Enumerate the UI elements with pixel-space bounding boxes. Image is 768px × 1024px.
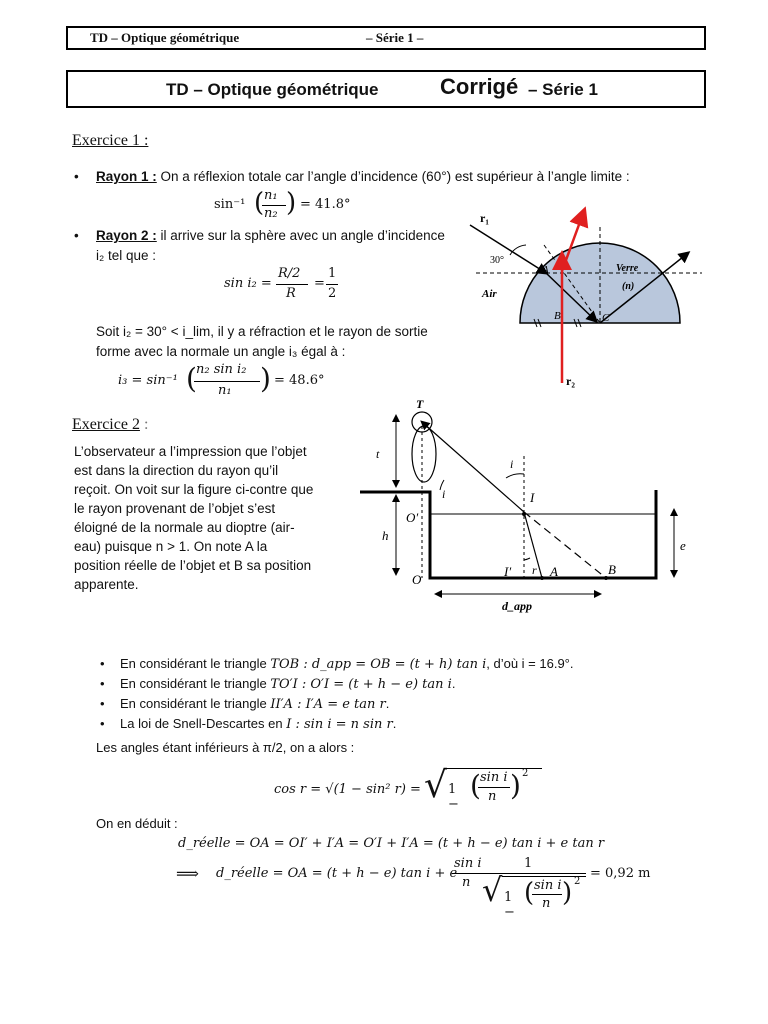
formula-i3-den: n₁ bbox=[218, 383, 232, 398]
ray-to-eye bbox=[422, 422, 524, 512]
header-left: TD – Optique géométrique bbox=[90, 30, 240, 45]
formula-cos-den: n bbox=[488, 789, 497, 804]
formula-r2-sin: sin i₂ = bbox=[224, 276, 272, 291]
list-item: • La loi de Snell-Descartes en I : sin i = n sin r. bbox=[100, 716, 397, 732]
label-I-prime: I′ bbox=[504, 564, 512, 579]
formula-d-reelle-1: d_réelle = OA = OI′ + I′A = O′I + I′A = (t + h − e) tan i + e tan r bbox=[178, 836, 605, 851]
observer-body bbox=[412, 426, 436, 482]
triangle-list bbox=[100, 656, 700, 736]
label-dapp: d_app bbox=[502, 599, 532, 613]
ex2-line: position réelle de l’objet et B sa position bbox=[74, 558, 312, 573]
rayon2-text: il arrive sur la sphère avec un angle d’incidence bbox=[160, 228, 445, 243]
deduit-text: On en déduit : bbox=[96, 816, 178, 831]
formula-cos-lhs: cos r = √(1 − sin² r) = bbox=[274, 782, 421, 797]
angles-text: Les angles étant inférieurs à π/2, on a alors : bbox=[96, 740, 355, 755]
formula-d2-exp: 2 bbox=[574, 876, 581, 887]
formula-r1-num: n₁ bbox=[264, 188, 278, 203]
ex2-heading: Exercice 2 bbox=[72, 416, 140, 433]
formula-d2-lhs: d_réelle = OA = (t + h − e) tan i + e bbox=[216, 866, 458, 881]
label-T: T bbox=[416, 397, 424, 411]
label-B2: B bbox=[608, 562, 616, 577]
ex2-line: reçoit. On voit sur la figure ci-contre que bbox=[74, 482, 314, 497]
label-h: h bbox=[382, 528, 389, 543]
formula-r2-den2: 2 bbox=[328, 286, 337, 301]
label-e: e bbox=[680, 538, 686, 553]
label-r2: r₂ bbox=[566, 374, 575, 388]
ex2-colon: : bbox=[143, 416, 149, 433]
rayon2-label: Rayon 2 : bbox=[96, 228, 157, 243]
list-item: • En considérant le triangle TO′I : O′I = (t + h − e) tan i. bbox=[100, 676, 456, 692]
label-30deg: 30° bbox=[490, 255, 504, 266]
label-i-left: i bbox=[442, 487, 446, 501]
ex2-line: L’observateur a l’impression que l’objet bbox=[74, 444, 307, 459]
soit-line-1: Soit i₂ = 30° < i_lim, il y a réfraction et le rayon de sortie bbox=[96, 324, 428, 339]
label-B: B bbox=[554, 310, 561, 322]
label-A: A bbox=[542, 264, 549, 276]
label-verre: Verre bbox=[616, 263, 639, 274]
ex2-line: eau) puisque n > 1. On note A la bbox=[74, 539, 268, 554]
formula-d2-inner-den: n bbox=[542, 896, 551, 911]
formula-d2-den1: n bbox=[462, 875, 471, 890]
title-left: TD – Optique géométrique bbox=[166, 80, 379, 99]
label-r1: r₁ bbox=[480, 211, 489, 225]
ex2-paragraph bbox=[74, 442, 336, 594]
formula-d2-num2: 1 bbox=[524, 856, 533, 871]
ex1-bullet-2: • bbox=[74, 228, 79, 243]
formula-d2-num1: sin i bbox=[454, 856, 482, 871]
formula-r1-result: = 41.8° bbox=[300, 197, 351, 212]
formula-r1-den: n₂ bbox=[264, 206, 278, 221]
formula-r2-num1: R/2 bbox=[278, 266, 301, 281]
label-air: Air bbox=[482, 288, 497, 300]
ray-r1-incoming bbox=[470, 225, 546, 273]
formula-r2-num2: 1 bbox=[328, 266, 337, 281]
formula-d2-inner-num: sin i bbox=[534, 878, 562, 893]
formula-cos-inner: 1 − bbox=[448, 782, 459, 812]
title-box bbox=[66, 70, 706, 108]
ex1-rayon1 bbox=[96, 167, 696, 186]
label-A2: A bbox=[550, 564, 558, 579]
rayon1-text: On a réflexion totale car l’angle d’incidence (60°) est supérieur à l’angle limite : bbox=[160, 169, 630, 184]
formula-i3-lhs: i₃ = sin⁻¹ bbox=[118, 373, 178, 388]
formula-cos-exp: 2 bbox=[522, 768, 529, 779]
label-i-top: i bbox=[510, 457, 514, 471]
formula-i3-result: = 48.6° bbox=[274, 373, 325, 388]
running-header bbox=[66, 26, 706, 50]
formula-r2-den1: R bbox=[286, 286, 296, 301]
title-corrige: Corrigé bbox=[440, 74, 519, 99]
ex2-line: éloigné de la normale au dioptre (air- bbox=[74, 520, 295, 535]
formula-d2-result: = 0,92 m bbox=[590, 866, 651, 881]
ex2-line: apparente. bbox=[74, 577, 139, 592]
figure-water-tank bbox=[356, 396, 702, 618]
ex1-bullet-1: • bbox=[74, 169, 79, 184]
header-center: – Série 1 – bbox=[366, 30, 424, 45]
figure-half-sphere bbox=[466, 205, 702, 390]
ex1-heading: Exercice 1 : bbox=[72, 132, 149, 149]
label-O: O bbox=[412, 572, 422, 587]
label-I: I bbox=[530, 490, 535, 505]
formula-r2-eq: = bbox=[314, 276, 325, 291]
rayon1-label: Rayon 1 : bbox=[96, 169, 157, 184]
label-n: (n) bbox=[622, 281, 635, 292]
implies-arrow: ⟹ bbox=[176, 864, 199, 883]
formula-r1-lhs: sin⁻¹ bbox=[214, 197, 246, 212]
formula-cos-num: sin i bbox=[480, 770, 508, 785]
ex2-line: est dans la direction du rayon qu’il bbox=[74, 463, 279, 478]
list-item: • En considérant le triangle II′A : I′A = e tan r. bbox=[100, 696, 390, 712]
label-r: r bbox=[532, 563, 537, 577]
label-C: C bbox=[602, 312, 610, 324]
soit-line-2: forme avec la normale un angle i₃ égal à : bbox=[96, 344, 346, 359]
formula-d2-inner: 1 − bbox=[504, 890, 515, 920]
ex1-rayon2 bbox=[96, 226, 466, 245]
title-serie: – Série 1 bbox=[528, 80, 598, 99]
label-O-prime: O′ bbox=[406, 510, 419, 525]
rayon2-text-b: i₂ tel que : bbox=[96, 248, 157, 263]
list-item: • En considérant le triangle TOB : d_app = OB = (t + h) tan i, d’où i = 16.9°. bbox=[100, 656, 574, 672]
label-t: t bbox=[376, 447, 380, 461]
formula-i3-num: n₂ sin i₂ bbox=[196, 362, 247, 377]
ex2-line: le rayon provenant de l’objet s’est bbox=[74, 501, 276, 516]
